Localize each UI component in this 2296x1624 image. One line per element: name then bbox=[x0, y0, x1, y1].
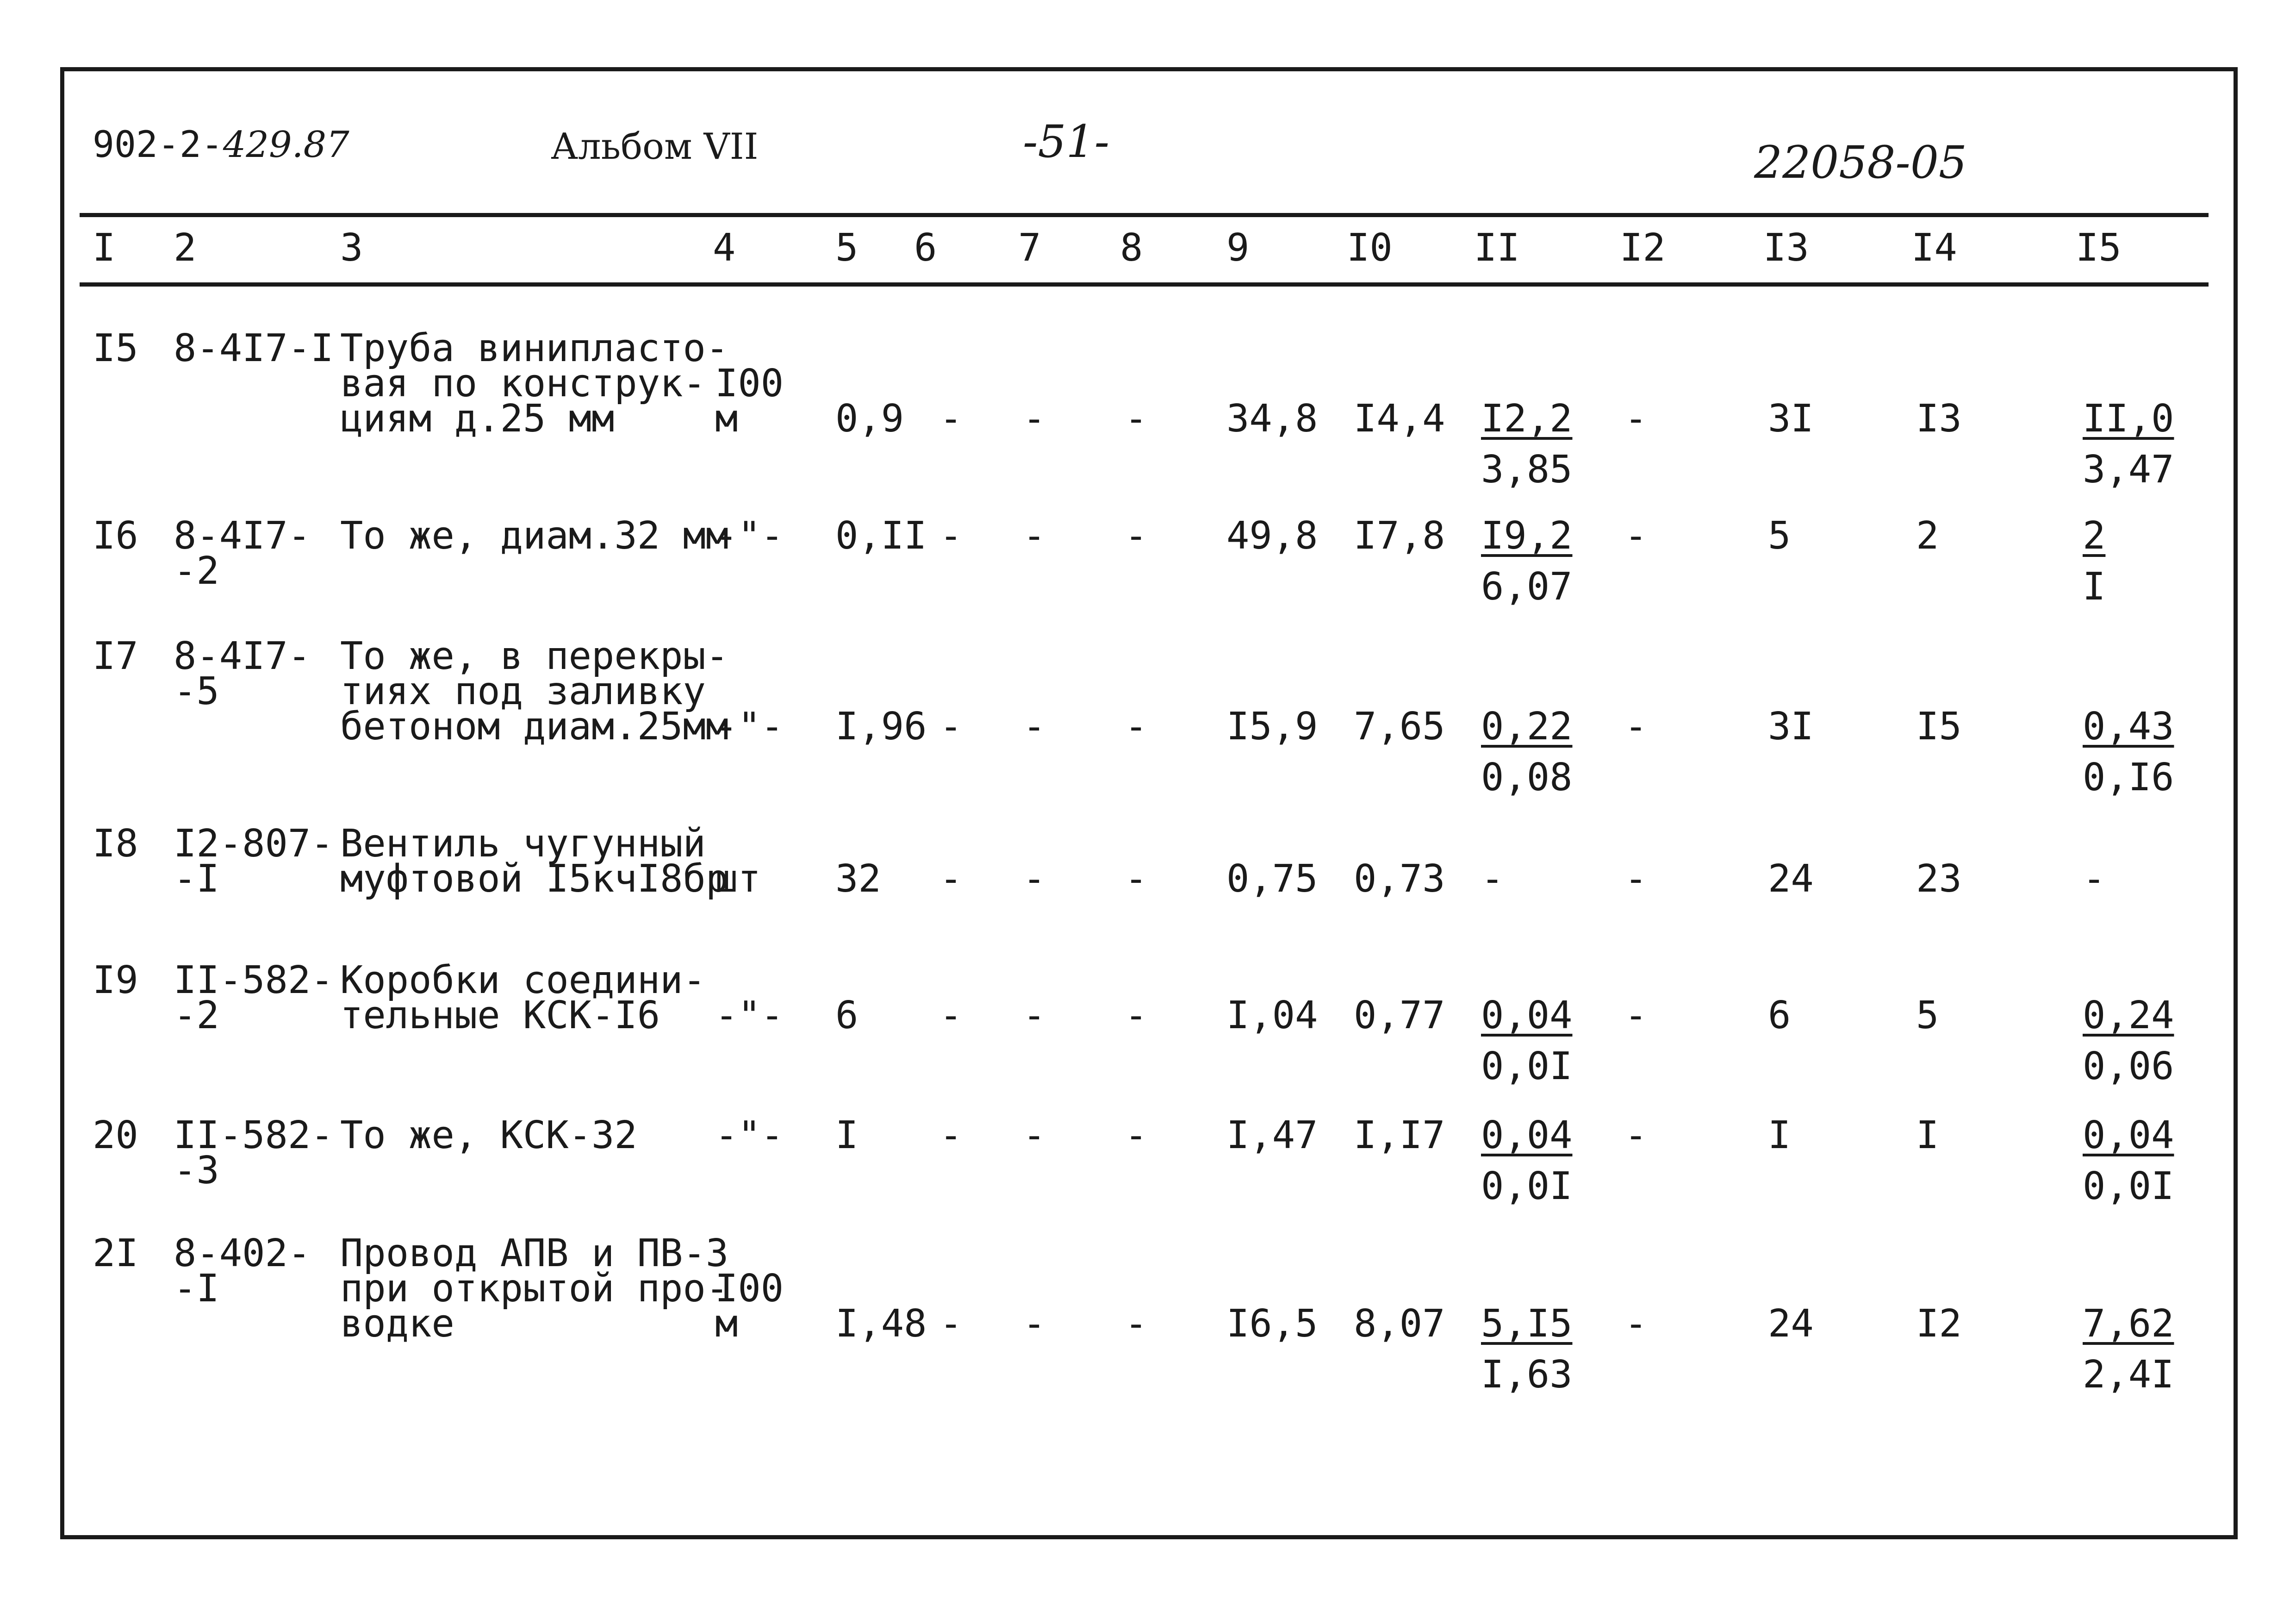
column-header-8: 8 bbox=[1120, 226, 1143, 270]
row-name: бетоном диам.25мм bbox=[340, 705, 729, 749]
column-header-10: I0 bbox=[1347, 226, 1393, 270]
row-name: То же, диам.32 мм bbox=[340, 514, 729, 558]
column-header-1: I bbox=[93, 226, 116, 270]
cell-col9: 0,75 bbox=[1226, 857, 1318, 901]
cell-col11-top: I9,2 bbox=[1481, 514, 1573, 558]
row-unit: -"- bbox=[715, 993, 784, 1037]
column-header-3: 3 bbox=[340, 226, 363, 270]
cell-col13: 24 bbox=[1768, 1302, 1814, 1346]
cell-col5: 6 bbox=[835, 993, 859, 1037]
cell-col10: 8,07 bbox=[1354, 1302, 1445, 1346]
cell-col15-top: 0,24 bbox=[2083, 993, 2174, 1037]
column-header-4: 4 bbox=[713, 226, 736, 270]
cell-col6: - bbox=[940, 705, 963, 749]
column-header-13: I3 bbox=[1763, 226, 1809, 270]
row-name: Труба винипласто- bbox=[340, 326, 729, 370]
cell-col5: 0,9 bbox=[835, 397, 904, 441]
row-number: I6 bbox=[93, 514, 138, 558]
row-name: Вентиль чугунный bbox=[340, 822, 706, 866]
row-code: 8-4I7- bbox=[174, 514, 311, 558]
row-code: 8-4I7-I bbox=[174, 326, 334, 370]
row-unit: -"- bbox=[715, 1113, 784, 1157]
row-number: I5 bbox=[93, 326, 138, 370]
cell-col5: I,48 bbox=[835, 1302, 927, 1346]
cell-col11-top: I2,2 bbox=[1481, 397, 1573, 441]
cell-col11-bottom: 6,07 bbox=[1481, 565, 1573, 609]
row-code: -2 bbox=[174, 549, 219, 593]
cell-col15-bottom: I bbox=[2083, 565, 2106, 609]
row-number: I9 bbox=[93, 958, 138, 1002]
cell-col11-top: 0,04 bbox=[1481, 1113, 1573, 1157]
row-code: -2 bbox=[174, 993, 219, 1037]
cell-col13: I bbox=[1768, 1113, 1791, 1157]
column-header-7: 7 bbox=[1018, 226, 1041, 270]
cell-col13: 3I bbox=[1768, 705, 1814, 749]
cell-col13: 24 bbox=[1768, 857, 1814, 901]
cell-col13: 5 bbox=[1768, 514, 1791, 558]
cell-col10: 0,77 bbox=[1354, 993, 1445, 1037]
album-label: Альбом VII bbox=[551, 126, 759, 168]
cell-col7: - bbox=[1023, 993, 1046, 1037]
row-number: I8 bbox=[93, 822, 138, 866]
row-code: II-582- bbox=[174, 958, 334, 1002]
cell-col10: I7,8 bbox=[1354, 514, 1445, 558]
cell-col7: - bbox=[1023, 1113, 1046, 1157]
row-name: при открытой про- bbox=[340, 1267, 729, 1311]
row-name: тельные КСК-I6 bbox=[340, 993, 660, 1037]
cell-col14: I bbox=[1916, 1113, 1939, 1157]
cell-col14: I2 bbox=[1916, 1302, 1962, 1346]
row-code: 8-4I7- bbox=[174, 634, 311, 678]
cell-col6: - bbox=[940, 857, 963, 901]
cell-col15-top: - bbox=[2083, 857, 2106, 901]
document-code bbox=[93, 124, 349, 166]
row-unit: -"- bbox=[715, 705, 784, 749]
row-code: -I bbox=[174, 857, 219, 901]
cell-col7: - bbox=[1023, 1302, 1046, 1346]
cell-col13: 3I bbox=[1768, 397, 1814, 441]
cell-col14: 23 bbox=[1916, 857, 1962, 901]
cell-col11-top: 5,I5 bbox=[1481, 1302, 1573, 1346]
cell-col10: 7,65 bbox=[1354, 705, 1445, 749]
cell-col14: I5 bbox=[1916, 705, 1962, 749]
row-name: муфтовой I5кчI8бр bbox=[340, 857, 729, 901]
row-name: вая по конструк- bbox=[340, 362, 706, 406]
row-name: Провод АПВ и ПВ-3 bbox=[340, 1231, 729, 1275]
cell-col11-top: 0,04 bbox=[1481, 993, 1573, 1037]
cell-col6: - bbox=[940, 1302, 963, 1346]
column-header-5: 5 bbox=[835, 226, 859, 270]
cell-col11-top: 0,22 bbox=[1481, 705, 1573, 749]
row-unit: -"- bbox=[715, 514, 784, 558]
cell-col8: - bbox=[1125, 1302, 1148, 1346]
column-header-15: I5 bbox=[2076, 226, 2122, 270]
cell-col6: - bbox=[940, 1113, 963, 1157]
row-name: тиях под заливку bbox=[340, 669, 706, 713]
cell-col10: I,I7 bbox=[1354, 1113, 1445, 1157]
row-code: -3 bbox=[174, 1149, 219, 1193]
row-unit: I00 bbox=[715, 362, 784, 406]
cell-col12: - bbox=[1624, 514, 1648, 558]
cell-col5: 0,II bbox=[835, 514, 927, 558]
header-top-rule bbox=[80, 213, 2209, 217]
column-header-14: I4 bbox=[1911, 226, 1957, 270]
cell-col15-top: 2 bbox=[2083, 514, 2106, 558]
column-header-6: 6 bbox=[914, 226, 937, 270]
column-header-11: II bbox=[1474, 226, 1520, 270]
cell-col5: I,96 bbox=[835, 705, 927, 749]
cell-col11-bottom: 3,85 bbox=[1481, 448, 1573, 492]
cell-col9: I,47 bbox=[1226, 1113, 1318, 1157]
cell-col9: 34,8 bbox=[1226, 397, 1318, 441]
cell-col14: I3 bbox=[1916, 397, 1962, 441]
cell-col5: 32 bbox=[835, 857, 881, 901]
column-header-2: 2 bbox=[174, 226, 197, 270]
cell-col5: I bbox=[835, 1113, 859, 1157]
cell-col12: - bbox=[1624, 397, 1648, 441]
cell-col12: - bbox=[1624, 705, 1648, 749]
cell-col9: I,04 bbox=[1226, 993, 1318, 1037]
cell-col12: - bbox=[1624, 1113, 1648, 1157]
row-name: Коробки соедини- bbox=[340, 958, 706, 1002]
cell-col15-top: 0,43 bbox=[2083, 705, 2174, 749]
cell-col9: I5,9 bbox=[1226, 705, 1318, 749]
cell-col6: - bbox=[940, 514, 963, 558]
row-unit: м bbox=[715, 1302, 738, 1346]
cell-col14: 2 bbox=[1916, 514, 1939, 558]
row-number: 2I bbox=[93, 1231, 138, 1275]
cell-col15-top: 7,62 bbox=[2083, 1302, 2174, 1346]
cell-col8: - bbox=[1125, 857, 1148, 901]
cell-col7: - bbox=[1023, 857, 1046, 901]
document-number: 22058-05 bbox=[1754, 137, 1967, 188]
cell-col7: - bbox=[1023, 397, 1046, 441]
cell-col11-top: - bbox=[1481, 857, 1504, 901]
cell-col14: 5 bbox=[1916, 993, 1939, 1037]
cell-col15-bottom: 0,0I bbox=[2083, 1164, 2174, 1208]
cell-col6: - bbox=[940, 993, 963, 1037]
cell-col15-top: 0,04 bbox=[2083, 1113, 2174, 1157]
document-code-printed: 902-2- bbox=[93, 124, 223, 166]
row-unit: I00 bbox=[715, 1267, 784, 1311]
cell-col13: 6 bbox=[1768, 993, 1791, 1037]
cell-col9: I6,5 bbox=[1226, 1302, 1318, 1346]
cell-col10: I4,4 bbox=[1354, 397, 1445, 441]
header-bottom-rule bbox=[80, 282, 2209, 287]
cell-col10: 0,73 bbox=[1354, 857, 1445, 901]
row-name: То же, в перекры- bbox=[340, 634, 729, 678]
cell-col15-bottom: 0,06 bbox=[2083, 1044, 2174, 1088]
cell-col12: - bbox=[1624, 857, 1648, 901]
cell-col8: - bbox=[1125, 397, 1148, 441]
row-unit: шт bbox=[715, 857, 761, 901]
row-code: II-582- bbox=[174, 1113, 334, 1157]
cell-col11-bottom: I,63 bbox=[1481, 1353, 1573, 1397]
cell-col12: - bbox=[1624, 1302, 1648, 1346]
cell-col6: - bbox=[940, 397, 963, 441]
row-unit: м bbox=[715, 397, 738, 441]
cell-col11-bottom: 0,08 bbox=[1481, 756, 1573, 800]
cell-col7: - bbox=[1023, 514, 1046, 558]
row-number: I7 bbox=[93, 634, 138, 678]
row-name: водке bbox=[340, 1302, 454, 1346]
column-header-9: 9 bbox=[1226, 226, 1250, 270]
cell-col7: - bbox=[1023, 705, 1046, 749]
cell-col15-top: II,0 bbox=[2083, 397, 2174, 441]
cell-col9: 49,8 bbox=[1226, 514, 1318, 558]
cell-col8: - bbox=[1125, 1113, 1148, 1157]
cell-col15-bottom: 2,4I bbox=[2083, 1353, 2174, 1397]
cell-col8: - bbox=[1125, 705, 1148, 749]
cell-col8: - bbox=[1125, 993, 1148, 1037]
document-code-handwritten: 429.87 bbox=[223, 124, 349, 166]
column-header-12: I2 bbox=[1620, 226, 1666, 270]
row-number: 20 bbox=[93, 1113, 138, 1157]
page-number: -51- bbox=[1023, 116, 1110, 168]
row-name: То же, КСК-32 bbox=[340, 1113, 637, 1157]
row-code: -5 bbox=[174, 669, 219, 713]
cell-col15-bottom: 3,47 bbox=[2083, 448, 2174, 492]
cell-col11-bottom: 0,0I bbox=[1481, 1044, 1573, 1088]
row-code: I2-807- bbox=[174, 822, 334, 866]
cell-col12: - bbox=[1624, 993, 1648, 1037]
cell-col15-bottom: 0,I6 bbox=[2083, 756, 2174, 800]
row-code: 8-402- bbox=[174, 1231, 311, 1275]
row-name: циям д.25 мм bbox=[340, 397, 615, 441]
cell-col8: - bbox=[1125, 514, 1148, 558]
cell-col11-bottom: 0,0I bbox=[1481, 1164, 1573, 1208]
row-code: -I bbox=[174, 1267, 219, 1311]
